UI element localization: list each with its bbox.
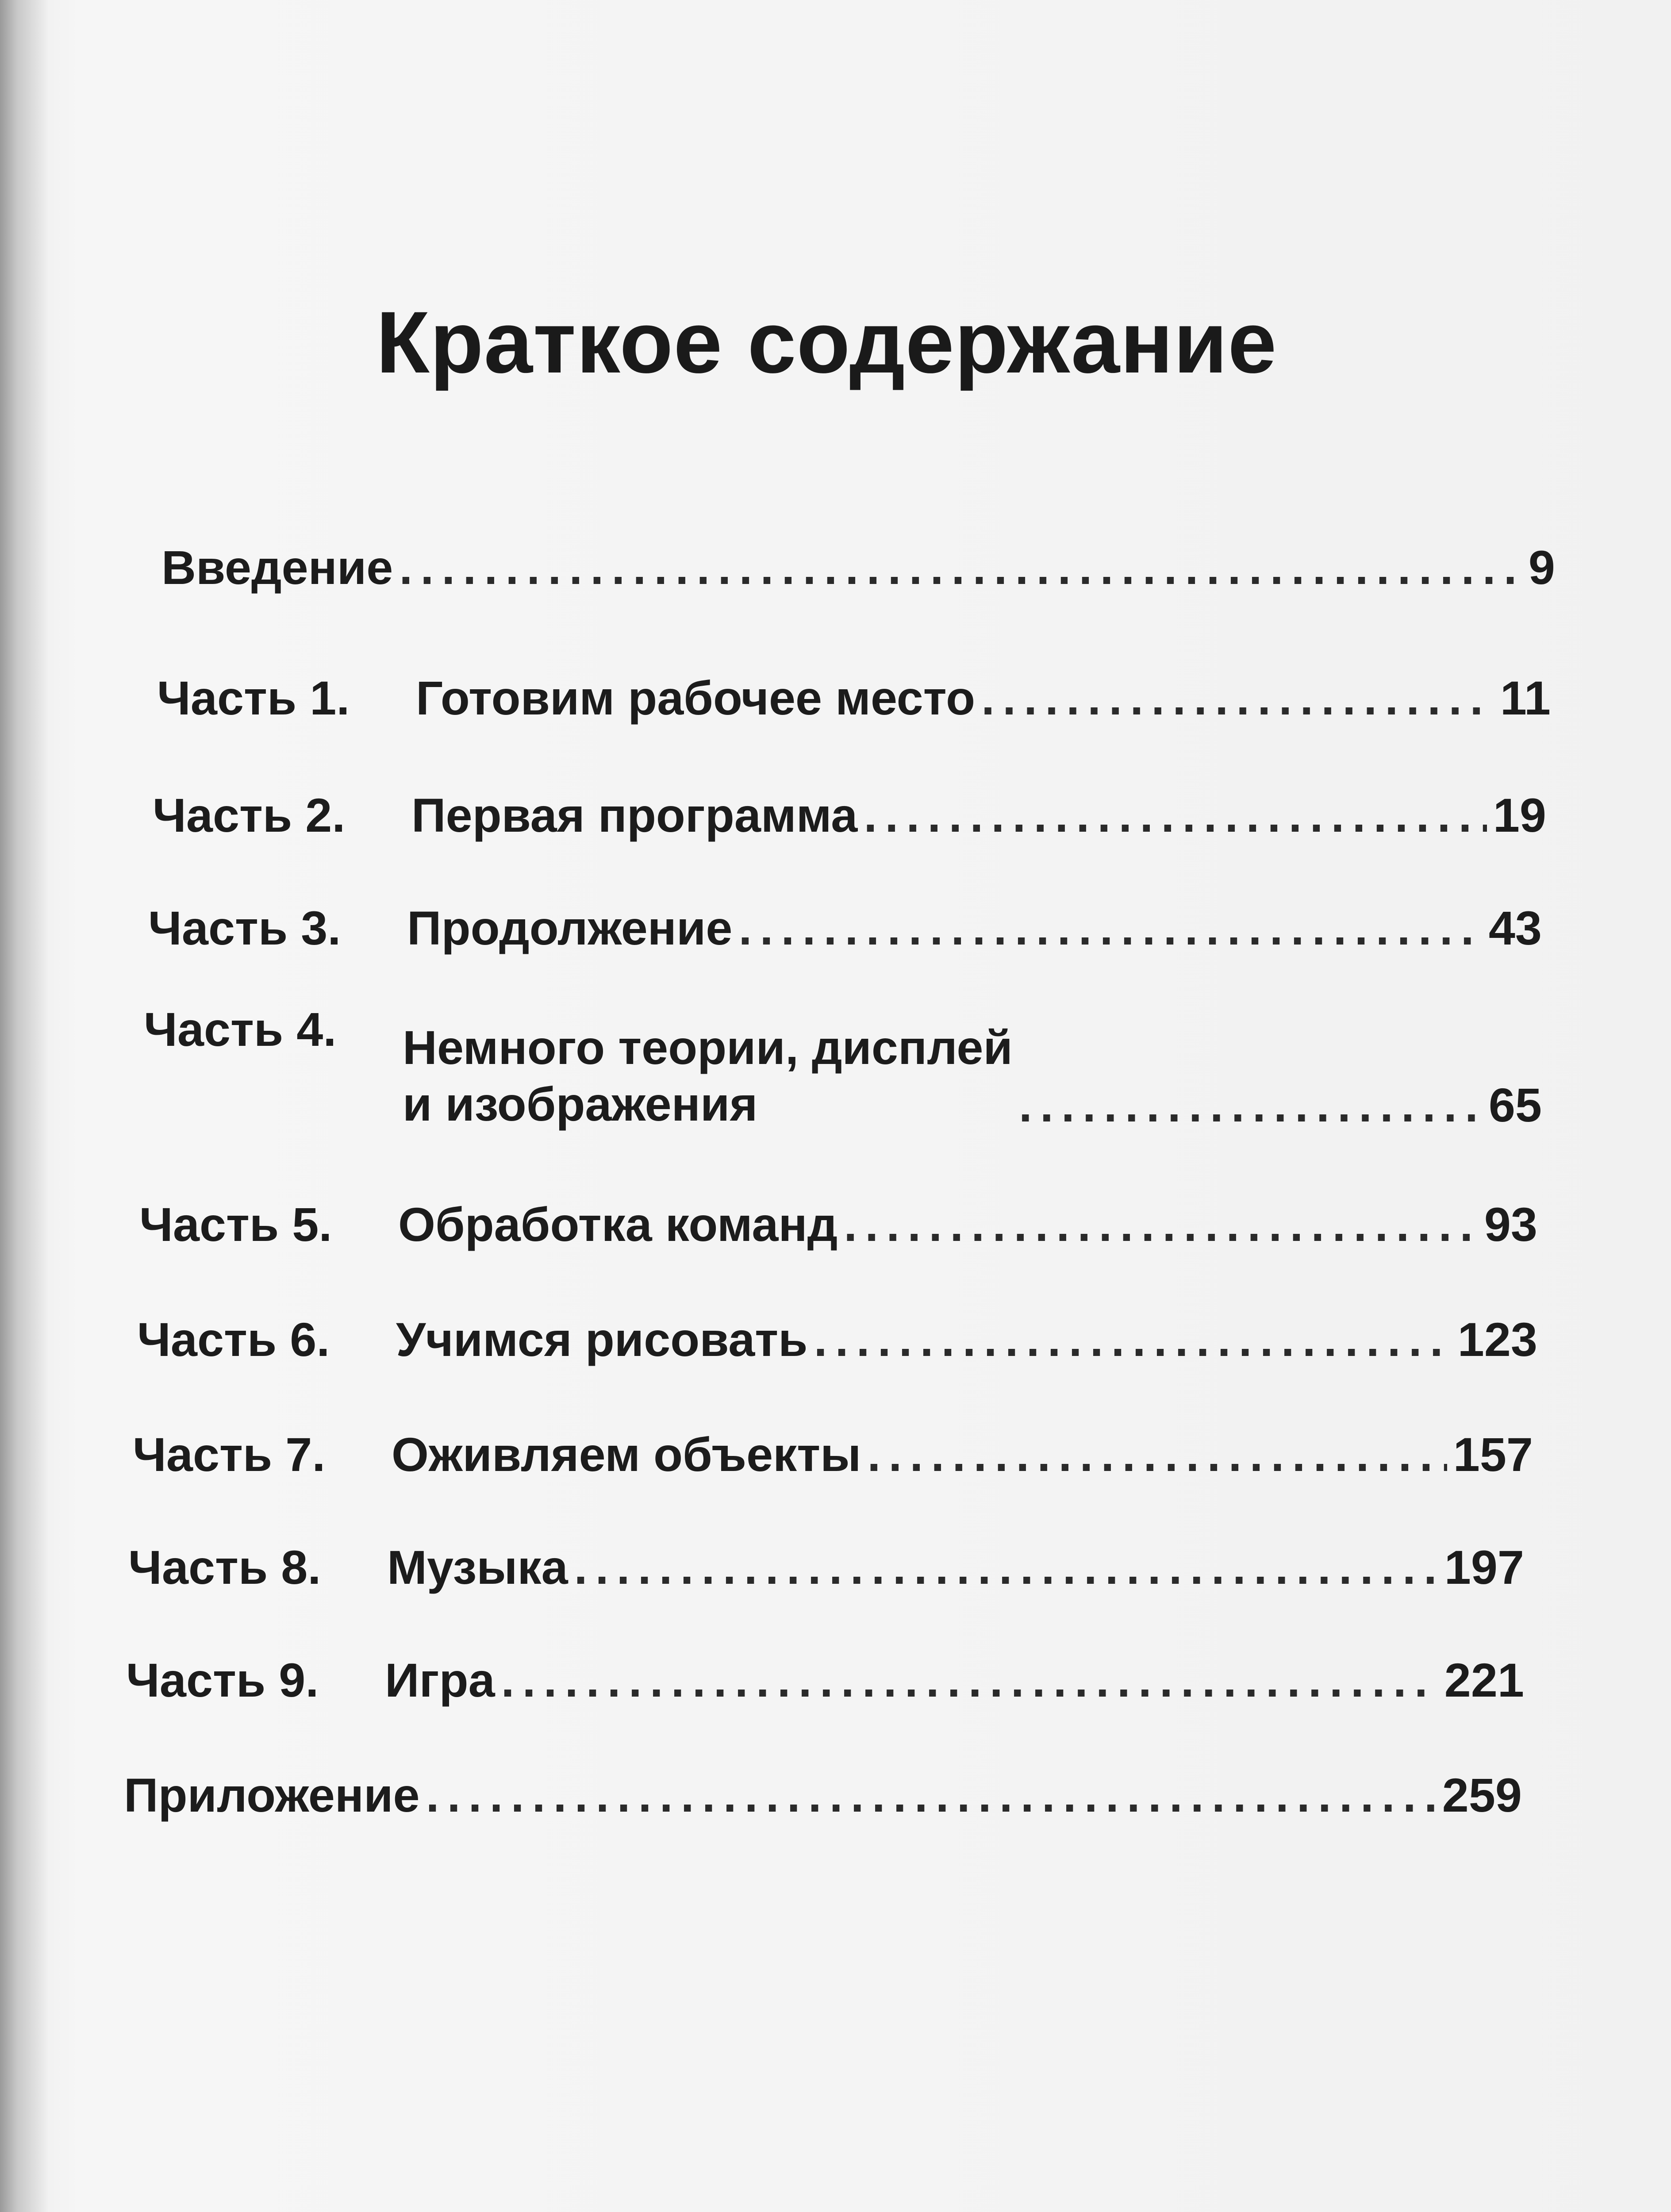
toc-leader-dots [739,900,1483,956]
toc-entry-number: Часть 2. [153,788,346,842]
toc-entry-number: Часть 9. [126,1653,319,1707]
toc-entry-number: Часть 5. [139,1198,332,1251]
toc-entry-part-2 [153,768,1546,843]
toc-entry-part-3 [148,880,1542,956]
toc-entry-part-9 [126,1632,1524,1708]
toc-entry-appendix [124,1747,1522,1823]
toc-entry-page: 157 [1453,1428,1533,1481]
toc-entry-part-4 [144,1000,1542,1133]
toc-leader-dots [867,1427,1447,1482]
toc-entry-part-8 [128,1520,1524,1595]
page-title: Краткое содержание [376,293,1277,391]
toc-leader-dots [501,1652,1438,1708]
toc-leader-dots [844,1197,1478,1252]
toc-entry-part-5 [139,1177,1537,1252]
toc-entry-part-7 [133,1407,1533,1482]
toc-entry-page: 65 [1488,1078,1542,1132]
toc-entry-label: Приложение [124,1768,420,1822]
toc-entry-label: Первая программа [411,788,858,842]
toc-entry-page: 9 [1528,541,1555,594]
toc-entry-label: Продолжение [407,901,733,955]
toc-leader-dots [399,540,1522,595]
toc-entry-number: Часть 6. [137,1313,330,1366]
toc-entry-page: 197 [1444,1540,1524,1594]
toc-entry-page: 259 [1442,1768,1522,1822]
toc-leader-dots [1019,1077,1483,1133]
toc-entry-part-6 [137,1292,1537,1367]
toc-entry-label: Обработка команд [398,1198,838,1251]
toc-leader-dots [981,670,1494,726]
toc-entry-introduction [161,520,1555,595]
toc-entry-page: 19 [1493,788,1546,842]
toc-entry-page: 221 [1444,1653,1524,1707]
toc-entry-label: Учимся рисовать [396,1313,808,1366]
toc-entry-label: Игра [385,1653,495,1707]
toc-entry-page: 93 [1484,1198,1537,1251]
toc-entry-label: Оживляем объекты [392,1428,861,1481]
toc-entry-label: Готовим рабочее место [416,671,976,725]
toc-entry-label [403,1019,1013,1133]
toc-leader-dots [574,1540,1438,1595]
toc-entry-label-line-2: и изображения [403,1077,758,1131]
toc-entry-page: 123 [1457,1313,1537,1366]
toc-entry-number: Часть 7. [133,1428,326,1481]
toc-entry-label: Введение [161,541,393,594]
toc-entry-label-line-1: Немного теории, дисплей [403,1021,1013,1074]
toc-entry-number: Часть 1. [157,671,350,725]
toc-entry-page: 11 [1500,671,1551,725]
toc-entry-number: Часть 4. [144,1002,337,1056]
toc-entry-part-1 [157,650,1551,726]
toc-leader-dots [814,1312,1452,1367]
toc-entry-label: Музыка [387,1540,568,1594]
toc-leader-dots [864,787,1487,843]
toc-entry-page: 43 [1488,901,1542,955]
toc-entry-number: Часть 3. [148,901,341,955]
toc-leader-dots [426,1767,1436,1823]
toc-entry-number: Часть 8. [128,1540,321,1594]
